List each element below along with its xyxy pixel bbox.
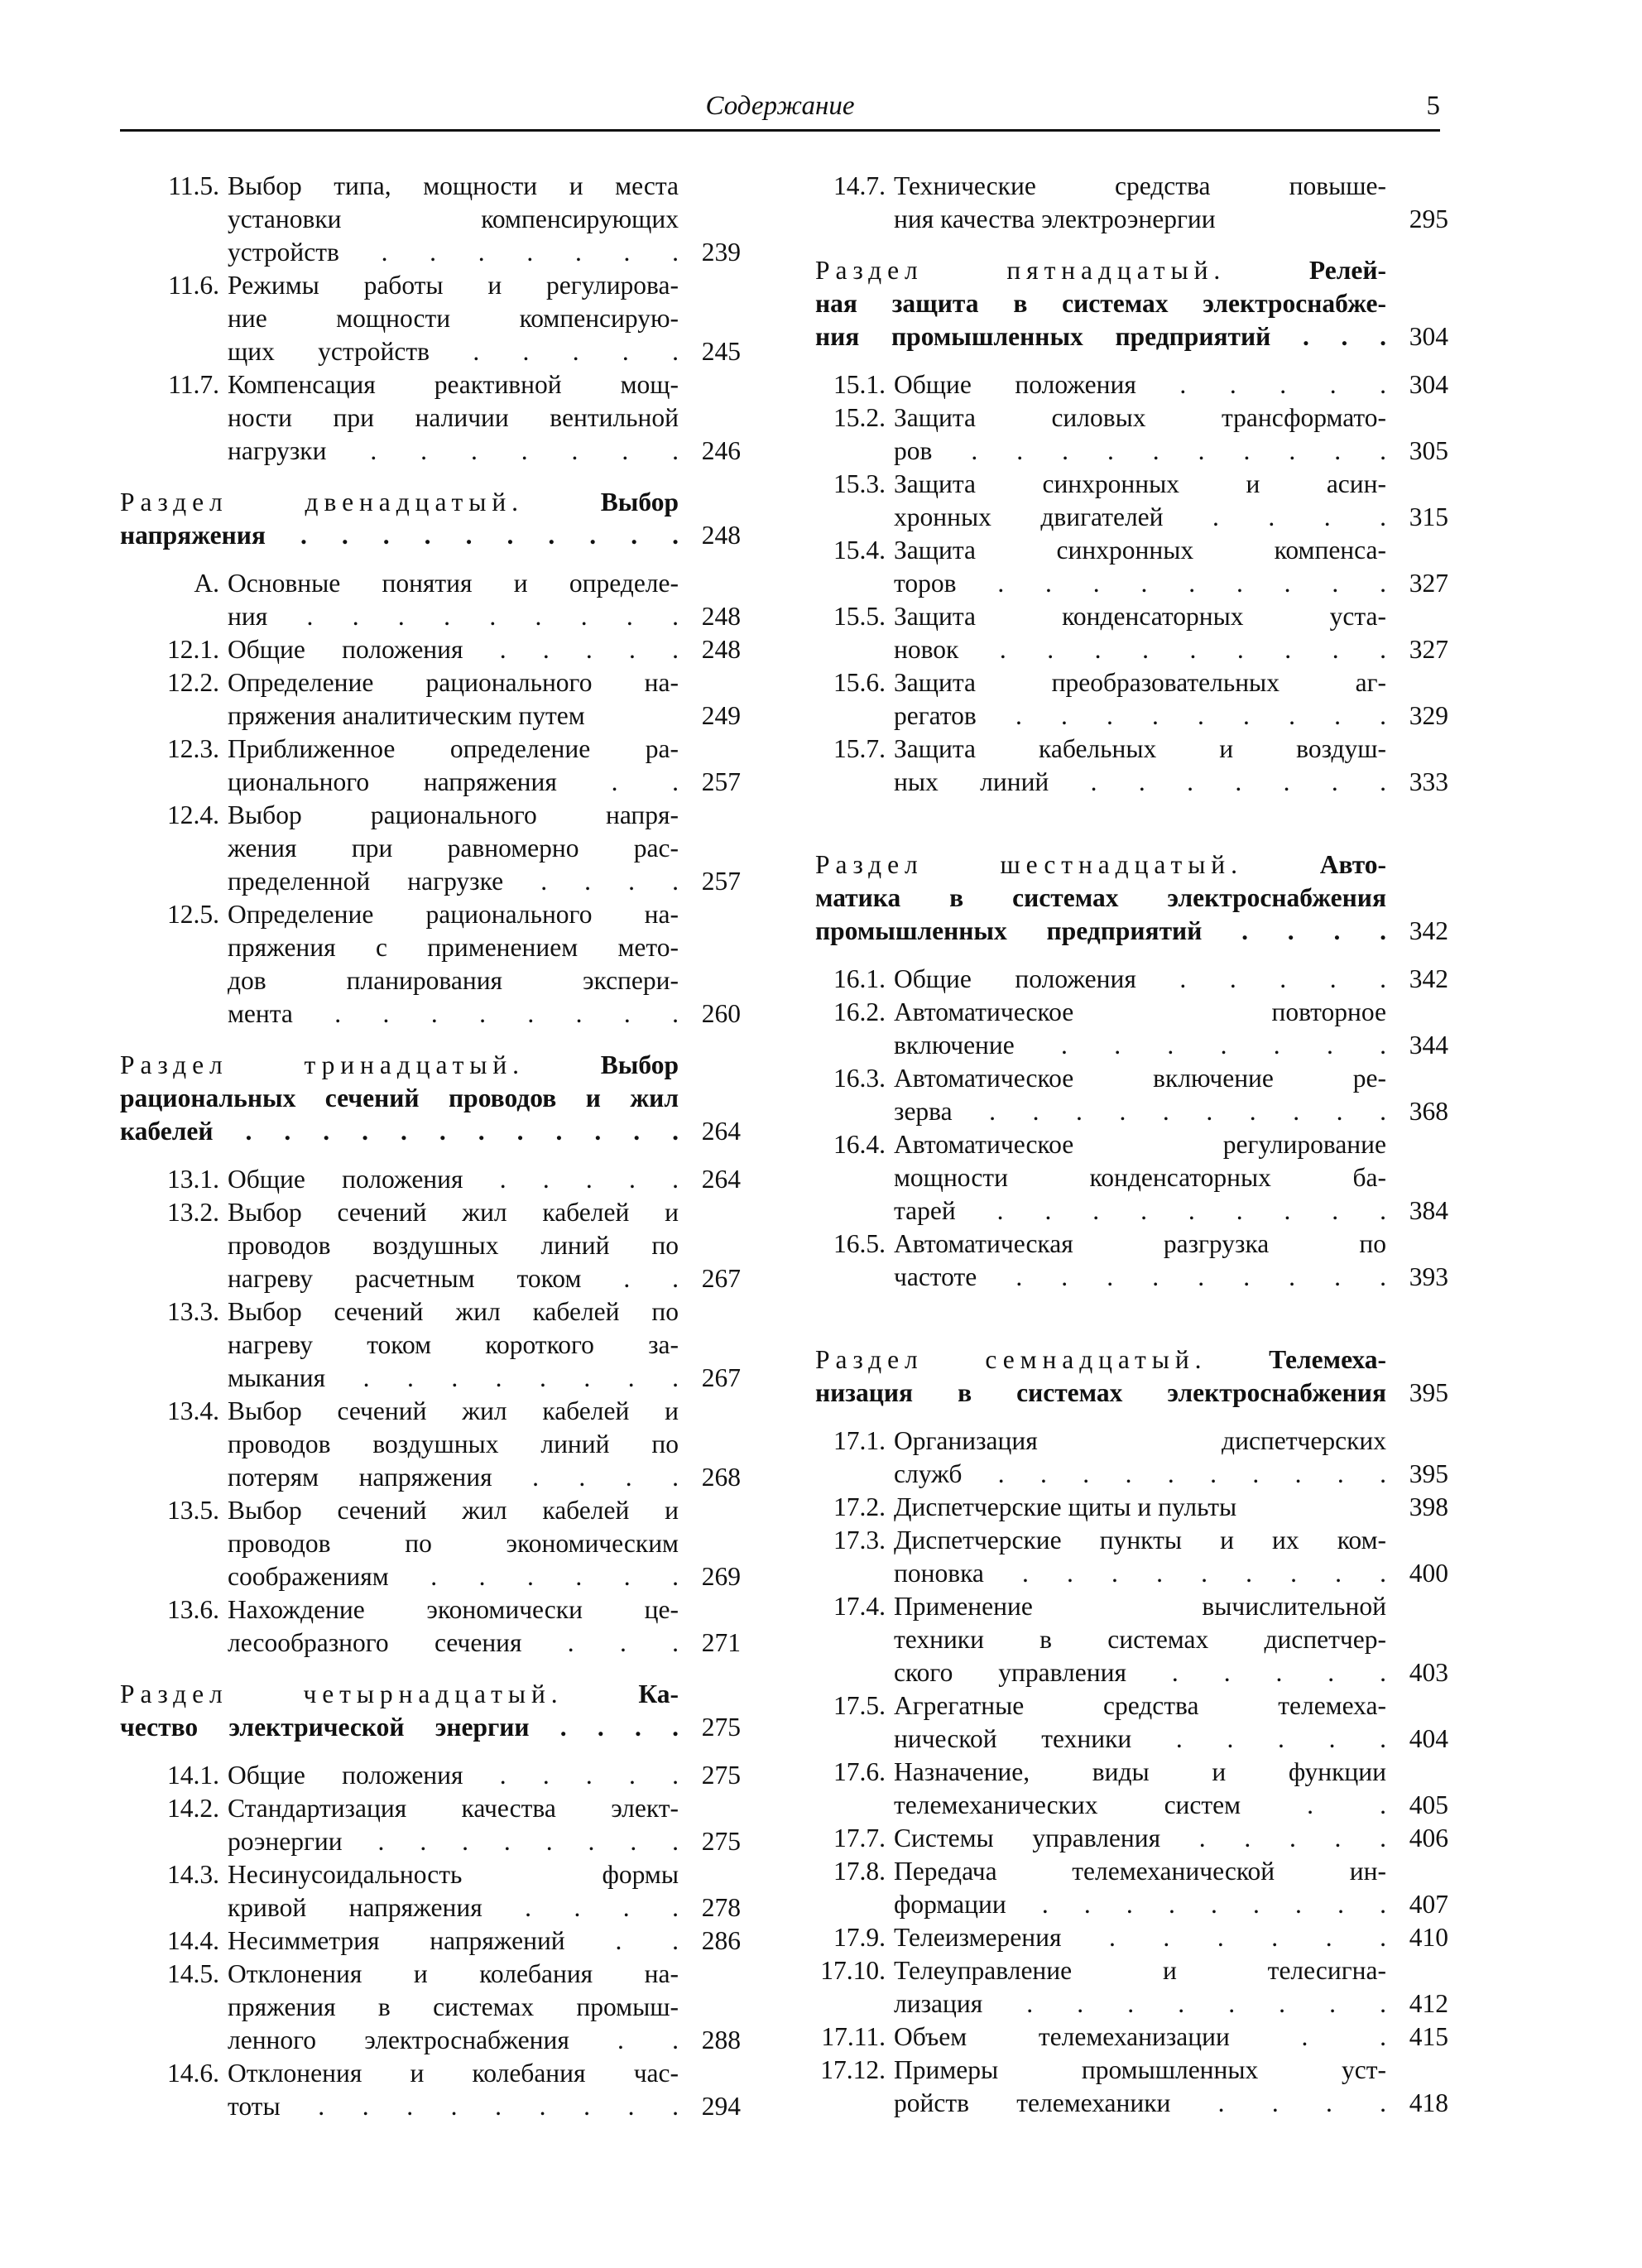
section-title-start: Выбор <box>600 1050 679 1079</box>
toc-entry-number: 14.1. <box>167 1761 219 1790</box>
toc-entry <box>815 1062 1448 1128</box>
toc-entry <box>815 1590 1448 1689</box>
toc-entry-title-line: Несимметрия напряжений . . <box>228 1926 679 1955</box>
toc-page-ref: 295 <box>1409 204 1448 233</box>
toc-entry-title-line: тарей . . . . . . . . . <box>894 1196 1386 1225</box>
toc-entry-title-line: тоты . . . . . . . . . <box>228 2092 679 2121</box>
toc-entry-number: 14.4. <box>167 1926 219 1955</box>
toc-entry-number: 17.7. <box>833 1824 886 1852</box>
toc-entry-number: 17.11. <box>821 2022 886 2051</box>
toc-entry <box>815 170 1448 236</box>
section-heading-first-line <box>120 1049 679 1082</box>
toc-page-ref: 327 <box>1409 569 1448 598</box>
toc-entry-title-line: Автоматическое повторное <box>894 997 1386 1026</box>
toc-page-ref: 264 <box>701 1117 741 1146</box>
toc-entry <box>120 1759 741 1792</box>
toc-entry <box>815 1756 1448 1822</box>
toc-section-heading <box>815 254 1448 353</box>
toc-page-ref: 329 <box>1409 701 1448 730</box>
toc-entry-number: 14.2. <box>167 1794 219 1823</box>
section-title-line: ния промышленных предприятий . . . <box>815 322 1386 351</box>
toc-entry-title-line: кривой напряжения . . . . <box>228 1893 679 1922</box>
toc-entry-title-line: соображениям . . . . . . <box>228 1562 679 1591</box>
toc-entry-title-line: Объем телемеханизации . . <box>894 2022 1386 2051</box>
section-label: Раздел двенадцатый. <box>120 488 601 517</box>
toc-column-left <box>120 170 741 2123</box>
section-title-start: Авто- <box>1319 850 1386 879</box>
toc-entry-title-line: Защита конденсаторных уста- <box>894 602 1386 631</box>
running-title: Содержание <box>705 91 855 121</box>
toc-section-heading <box>120 1049 741 1148</box>
section-label: Раздел семнадцатый. <box>815 1345 1270 1374</box>
toc-entry-title-line: Определение рационального на- <box>228 668 679 697</box>
toc-entry-number: 13.2. <box>167 1198 219 1227</box>
toc-entry <box>815 963 1448 996</box>
section-label: Раздел пятнадцатый. <box>815 256 1309 285</box>
toc-entry-number: 13.3. <box>167 1297 219 1326</box>
toc-entry-title-line: Передача телемеханической ин- <box>894 1857 1386 1886</box>
running-header <box>120 89 1440 132</box>
toc-entry-title-line: ционального напряжения . . <box>228 767 679 796</box>
toc-entry-number: 14.3. <box>167 1860 219 1889</box>
toc-entry-title-line: Автоматическое включение ре- <box>894 1064 1386 1093</box>
toc-entry-number: 15.4. <box>833 536 886 565</box>
toc-entry-title-line: ров . . . . . . . . . . <box>894 436 1386 465</box>
toc-entry-title-line: Отклонения и колебания час- <box>228 2059 679 2088</box>
toc-page-ref: 342 <box>1409 916 1448 945</box>
toc-entry-number: 15.2. <box>833 403 886 432</box>
toc-section-heading <box>120 1678 741 1744</box>
toc-entry-number: 17.4. <box>833 1592 886 1621</box>
toc-entry-title-line: Диспетчерские щиты и пульты <box>894 1492 1237 1521</box>
toc-entry-number: 13.5. <box>167 1496 219 1525</box>
toc-page-ref: 271 <box>701 1628 741 1657</box>
toc-entry <box>120 2057 741 2123</box>
toc-entry-number: 14.7. <box>833 171 886 200</box>
toc-entry <box>815 534 1448 600</box>
toc-entry-number: 17.2. <box>833 1492 886 1521</box>
toc-page-ref: 267 <box>701 1264 741 1293</box>
toc-entry <box>815 996 1448 1062</box>
toc-entry-title-line: пряжения аналитическим путем <box>228 701 585 730</box>
toc-page-ref: 395 <box>1409 1459 1448 1488</box>
toc-entry-title-line: Выбор сечений жил кабелей и <box>228 1496 679 1525</box>
toc-entry-title-line: Приближенное определение ра- <box>228 734 679 763</box>
toc-entry-number: 12.5. <box>167 900 219 929</box>
toc-entry-title-line: проводов воздушных линий по <box>228 1430 679 1458</box>
toc-page-ref: 393 <box>1409 1262 1448 1291</box>
toc-entry <box>815 1491 1448 1524</box>
toc-entry-title-line: мыкания . . . . . . . . <box>228 1363 679 1392</box>
toc-column-right <box>815 170 1448 2120</box>
section-title-line: низация в системах электроснабжения <box>815 1378 1386 1407</box>
toc-entry-number: 17.8. <box>833 1857 886 1886</box>
toc-page-ref: 267 <box>701 1363 741 1392</box>
toc-entry <box>815 600 1448 666</box>
toc-page-ref: 248 <box>701 602 741 631</box>
toc-entry-number: 16.2. <box>833 997 886 1026</box>
toc-entry-title-line: установки компенсирующих <box>228 204 679 233</box>
toc-entry-title-line: нагрузки . . . . . . . <box>228 436 679 465</box>
toc-entry-title-line: поновка . . . . . . . . . <box>894 1559 1386 1588</box>
toc-entry <box>120 898 741 1031</box>
toc-entry-title-line: Примеры промышленных уст- <box>894 2055 1386 2084</box>
toc-entry-title-line: Выбор рационального напря- <box>228 800 679 829</box>
toc-entry-title-line: Несинусоидальность формы <box>228 1860 679 1889</box>
toc-entry-number: 13.6. <box>167 1595 219 1624</box>
toc-entry-title-line: Автоматическое регулирование <box>894 1130 1386 1159</box>
toc-entry-title-line: включение . . . . . . . <box>894 1031 1386 1060</box>
toc-entry-title-line: Применение вычислительной <box>894 1592 1386 1621</box>
toc-entry-title-line: проводов по экономическим <box>228 1529 679 1558</box>
toc-entry <box>815 1689 1448 1756</box>
section-title-start: Релей- <box>1308 256 1386 285</box>
toc-entry-title-line: зерва . . . . . . . . . . <box>894 1097 1386 1126</box>
toc-page-ref: 275 <box>701 1761 741 1790</box>
toc-entry-title-line: новок . . . . . . . . . <box>894 635 1386 664</box>
toc-entry <box>815 2054 1448 2120</box>
toc-entry <box>120 1163 741 1196</box>
toc-entry-title-line: Диспетчерские пункты и их ком- <box>894 1526 1386 1554</box>
toc-entry-number: 11.6. <box>168 271 219 300</box>
toc-entry-title-line: нагреву током короткого за- <box>228 1330 679 1359</box>
toc-entry-number: 12.3. <box>167 734 219 763</box>
toc-entry-title-line: Защита синхронных компенса- <box>894 536 1386 565</box>
toc-entry-title-line: Телеуправление и телесигна- <box>894 1956 1386 1985</box>
toc-entry-title-line: ского управления . . . . . <box>894 1658 1386 1687</box>
toc-entry-title-line: лесообразного сечения . . . <box>228 1628 679 1657</box>
toc-entry-number: 11.5. <box>168 171 219 200</box>
toc-entry-title-line: Общие положения . . . . . <box>228 635 679 664</box>
toc-entry <box>120 799 741 898</box>
toc-page-ref: 406 <box>1409 1824 1448 1852</box>
toc-page-ref: 264 <box>701 1165 741 1194</box>
toc-page-ref: 395 <box>1409 1378 1448 1407</box>
toc-page-ref: 245 <box>701 337 741 366</box>
toc-section-heading <box>815 848 1448 948</box>
toc-entry-title-line: Стандартизация качества элект- <box>228 1794 679 1823</box>
toc-entry-number: 17.1. <box>833 1426 886 1455</box>
page-number: 5 <box>1426 91 1440 121</box>
toc-entry-title-line: техники в системах диспетчер- <box>894 1625 1386 1654</box>
section-heading-first-line <box>815 1343 1386 1377</box>
toc-entry <box>120 1958 741 2057</box>
toc-page-ref: 278 <box>701 1893 741 1922</box>
toc-page-ref: 410 <box>1409 1923 1448 1952</box>
toc-entry-title-line: Системы управления . . . . . <box>894 1824 1386 1852</box>
toc-entry-title-line: Автоматическая разгрузка по <box>894 1229 1386 1258</box>
toc-entry-number: 16.3. <box>833 1064 886 1093</box>
toc-entry-title-line: пряжения в системах промыш- <box>228 1992 679 2021</box>
toc-entry <box>120 1494 741 1593</box>
toc-page-ref: 405 <box>1409 1790 1448 1819</box>
toc-entry-title-line: Определение рационального на- <box>228 900 679 929</box>
toc-entry <box>815 1128 1448 1228</box>
toc-page-ref: 327 <box>1409 635 1448 664</box>
toc-entry-title-line: регатов . . . . . . . . . <box>894 701 1386 730</box>
toc-entry-title-line: Выбор сечений жил кабелей и <box>228 1198 679 1227</box>
section-title-start: Выбор <box>600 488 679 517</box>
toc-page-ref: 248 <box>701 521 741 550</box>
toc-entry <box>815 1425 1448 1491</box>
section-heading-first-line <box>815 254 1386 287</box>
toc-entry-title-line: телемеханических систем . . <box>894 1790 1386 1819</box>
toc-entry-number: 13.4. <box>167 1396 219 1425</box>
toc-entry-number: 15.3. <box>833 469 886 498</box>
toc-entry-title-line: нагреву расчетным током . . <box>228 1264 679 1293</box>
toc-page-ref: 384 <box>1409 1196 1448 1225</box>
toc-entry <box>815 368 1448 401</box>
toc-entry-number: 17.12. <box>820 2055 886 2084</box>
section-label: Раздел тринадцатый. <box>120 1050 601 1079</box>
toc-entry <box>120 1593 741 1660</box>
toc-entry <box>120 1196 741 1295</box>
toc-entry-title-line: мента . . . . . . . . <box>228 999 679 1028</box>
toc-page-ref: 304 <box>1409 370 1448 399</box>
toc-entry-number: 15.7. <box>833 734 886 763</box>
toc-entry-number: 14.6. <box>167 2059 219 2088</box>
toc-page-ref: 398 <box>1409 1492 1448 1521</box>
toc-entry <box>815 1524 1448 1590</box>
toc-page-ref: 403 <box>1409 1658 1448 1687</box>
toc-page-ref: 407 <box>1409 1890 1448 1919</box>
toc-page-ref: 415 <box>1409 2022 1448 2051</box>
section-heading-first-line <box>120 1678 679 1711</box>
toc-entry-title-line: Выбор сечений жил кабелей по <box>228 1297 679 1326</box>
toc-entry-number: 11.7. <box>168 370 219 399</box>
toc-entry-number: 16.5. <box>833 1229 886 1258</box>
toc-entry-number: 15.5. <box>833 602 886 631</box>
toc-entry-title-line: роэнергии . . . . . . . . <box>228 1827 679 1856</box>
toc-entry-title-line: Нахождение экономически це- <box>228 1595 679 1624</box>
toc-entry-number: 12.2. <box>167 668 219 697</box>
toc-entry-title-line: Выбор типа, мощности и места <box>228 171 679 200</box>
toc-entry-title-line: Выбор сечений жил кабелей и <box>228 1396 679 1425</box>
toc-entry-number: 15.6. <box>833 668 886 697</box>
toc-entry-number: 15.1. <box>833 370 886 399</box>
toc-entry-number: 17.3. <box>833 1526 886 1554</box>
toc-entry <box>815 401 1448 468</box>
toc-entry <box>815 1228 1448 1294</box>
toc-entry-title-line: Агрегатные средства телемеха- <box>894 1691 1386 1720</box>
toc-entry-title-line: пряжения с применением мето- <box>228 933 679 962</box>
toc-entry-title-line: проводов воздушных линий по <box>228 1231 679 1260</box>
toc-page-ref: 269 <box>701 1562 741 1591</box>
toc-entry-number: 17.10. <box>820 1956 886 1985</box>
toc-entry <box>815 733 1448 799</box>
toc-section-heading <box>815 1343 1448 1410</box>
toc-entry <box>120 733 741 799</box>
section-label: Раздел четырнадцатый. <box>120 1679 639 1708</box>
section-title-line: напряжения . . . . . . . . . . <box>120 521 679 550</box>
toc-entry <box>815 666 1448 733</box>
toc-entry <box>120 1395 741 1494</box>
toc-entry-title-line: потерям напряжения . . . . <box>228 1463 679 1492</box>
toc-entry <box>815 1954 1448 2021</box>
section-heading-first-line <box>815 848 1386 882</box>
toc-page-ref: 275 <box>701 1827 741 1856</box>
toc-page-ref: 286 <box>701 1926 741 1955</box>
toc-entry-title-line: нической техники . . . . . <box>894 1724 1386 1753</box>
toc-page-ref: 246 <box>701 436 741 465</box>
toc-page-ref: 342 <box>1409 964 1448 993</box>
toc-entry-title-line: Режимы работы и регулирова- <box>228 271 679 300</box>
toc-page-ref: 368 <box>1409 1097 1448 1126</box>
toc-page-ref: 249 <box>701 701 741 730</box>
toc-entry-title-line: хронных двигателей . . . . <box>894 502 1386 531</box>
toc-entry <box>120 269 741 368</box>
toc-page-ref: 268 <box>701 1463 741 1492</box>
toc-entry-title-line: Компенсация реактивной мощ- <box>228 370 679 399</box>
toc-page-ref: 412 <box>1409 1989 1448 2018</box>
toc-entry-title-line: Общие положения . . . . . <box>894 370 1386 399</box>
toc-page-ref: 248 <box>701 635 741 664</box>
toc-entry-title-line: Назначение, виды и функции <box>894 1757 1386 1786</box>
toc-entry-title-line: частоте . . . . . . . . . <box>894 1262 1386 1291</box>
toc-entry-title-line: ных линий . . . . . . . <box>894 767 1386 796</box>
toc-entry-title-line: пределенной нагрузке . . . . <box>228 867 679 896</box>
toc-page-ref: 294 <box>701 2092 741 2121</box>
toc-page-ref: 400 <box>1409 1559 1448 1588</box>
toc-entry-title-line: ние мощности компенсирую- <box>228 304 679 333</box>
toc-entry-title-line: Основные понятия и определе- <box>228 569 679 598</box>
toc-entry-title-line: торов . . . . . . . . . <box>894 569 1386 598</box>
toc-entry <box>120 666 741 733</box>
toc-entry-title-line: Защита кабельных и воздуш- <box>894 734 1386 763</box>
toc-page-ref: 288 <box>701 2025 741 2054</box>
toc-page-ref: 260 <box>701 999 741 1028</box>
toc-page-ref: 344 <box>1409 1031 1448 1060</box>
section-title-start: Телемеха- <box>1269 1345 1386 1374</box>
section-title-line: чество электрической энергии . . . . <box>120 1713 679 1742</box>
toc-entry-title-line: Отклонения и колебания на- <box>228 1959 679 1988</box>
section-label: Раздел шестнадцатый. <box>815 850 1320 879</box>
toc-section-heading <box>120 486 741 552</box>
toc-entry <box>815 2021 1448 2054</box>
toc-page-ref: 257 <box>701 767 741 796</box>
toc-entry <box>815 1855 1448 1921</box>
section-title-line: ная защита в системах электроснабже- <box>815 289 1386 318</box>
toc-entry <box>815 468 1448 534</box>
toc-entry-title-line: Организация диспетчерских <box>894 1426 1386 1455</box>
toc-entry <box>120 170 741 269</box>
section-title-line: кабелей . . . . . . . . . . . . <box>120 1117 679 1146</box>
toc-entry <box>120 633 741 666</box>
toc-entry-title-line: жения при равномерно рас- <box>228 834 679 863</box>
toc-entry-title-line: формации . . . . . . . . . <box>894 1890 1386 1919</box>
toc-entry <box>815 1921 1448 1954</box>
toc-entry-number: 13.1. <box>167 1165 219 1194</box>
section-title-line: промышленных предприятий . . . . <box>815 916 1386 945</box>
toc-page-ref: 275 <box>701 1713 741 1742</box>
section-heading-first-line <box>120 486 679 519</box>
toc-page-ref: 333 <box>1409 767 1448 796</box>
toc-entry-title-line: ния . . . . . . . . . <box>228 602 679 631</box>
toc-entry-number: 17.6. <box>833 1757 886 1786</box>
toc-entry-title-line: мощности конденсаторных ба- <box>894 1163 1386 1192</box>
toc-entry-title-line: Защита преобразовательных аг- <box>894 668 1386 697</box>
toc-entry-title-line: дов планирования экспери- <box>228 966 679 995</box>
toc-entry-title-line: Общие положения . . . . . <box>228 1165 679 1194</box>
toc-entry-title-line: устройств . . . . . . . <box>228 238 679 267</box>
toc-entry-title-line: ния качества электроэнергии <box>894 204 1216 233</box>
toc-entry-title-line: ройств телемеханики . . . . <box>894 2088 1386 2117</box>
toc-entry-number: А. <box>194 569 219 598</box>
toc-page-ref: 239 <box>701 238 741 267</box>
toc-entry-number: 16.1. <box>833 964 886 993</box>
toc-entry-title-line: Защита синхронных и асин- <box>894 469 1386 498</box>
toc-page-ref: 305 <box>1409 436 1448 465</box>
toc-entry-title-line: лизация . . . . . . . . <box>894 1989 1386 2018</box>
toc-entry-title-line: Защита силовых трансформато- <box>894 403 1386 432</box>
toc-entry <box>120 567 741 633</box>
toc-entry <box>120 368 741 468</box>
section-title-line: рациональных сечений проводов и жил <box>120 1084 679 1112</box>
toc-entry-title-line: Общие положения . . . . . <box>894 964 1386 993</box>
toc-entry-number: 17.9. <box>833 1923 886 1952</box>
toc-entry <box>120 1792 741 1858</box>
toc-entry <box>815 1822 1448 1855</box>
toc-entry-title-line: Общие положения . . . . . <box>228 1761 679 1790</box>
toc-entry-title-line: служб . . . . . . . . . . <box>894 1459 1386 1488</box>
toc-page-ref: 315 <box>1409 502 1448 531</box>
toc-entry-number: 17.5. <box>833 1691 886 1720</box>
toc-page-ref: 418 <box>1409 2088 1448 2117</box>
toc-entry-title-line: Телеизмерения . . . . . . <box>894 1923 1386 1952</box>
toc-entry-title-line: щих устройств . . . . . <box>228 337 679 366</box>
toc-entry-number: 12.4. <box>167 800 219 829</box>
section-title-line: матика в системах электроснабжения <box>815 883 1386 912</box>
toc-entry <box>120 1858 741 1924</box>
toc-entry <box>120 1295 741 1395</box>
toc-entry-title-line: Технические средства повыше- <box>894 171 1386 200</box>
toc-page-ref: 404 <box>1409 1724 1448 1753</box>
toc-page-ref: 304 <box>1409 322 1448 351</box>
toc-entry-title-line: ленного электроснабжения . . <box>228 2025 679 2054</box>
toc-page-ref: 257 <box>701 867 741 896</box>
toc-entry-number: 12.1. <box>167 635 219 664</box>
toc-entry <box>120 1924 741 1958</box>
toc-entry-number: 14.5. <box>167 1959 219 1988</box>
toc-entry-title-line: ности при наличии вентильной <box>228 403 679 432</box>
toc-entry-number: 16.4. <box>833 1130 886 1159</box>
section-title-start: Ка- <box>638 1679 679 1708</box>
